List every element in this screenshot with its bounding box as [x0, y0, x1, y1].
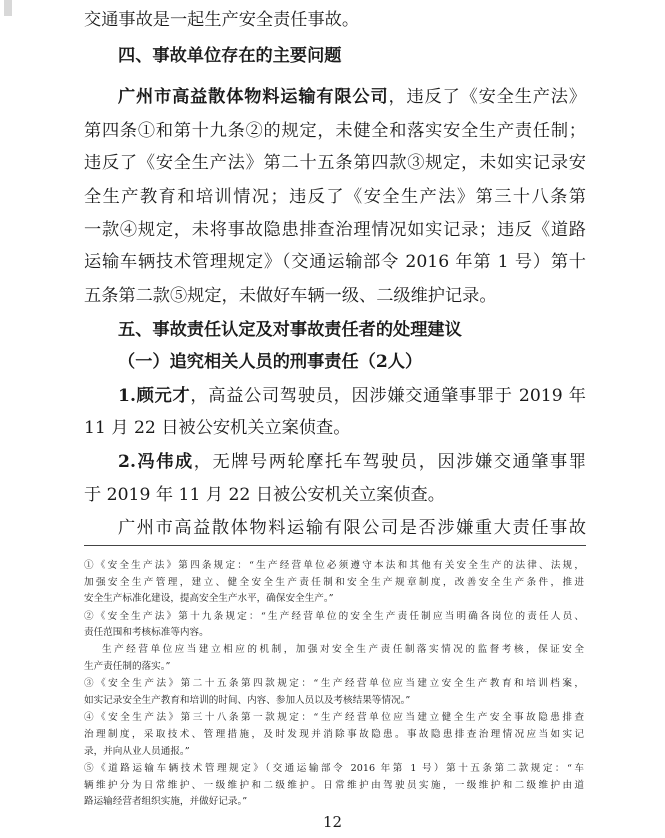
- last-paragraph-line: 广州市高益散体物料运输有限公司是否涉嫌重大责任事故: [118, 518, 586, 538]
- p1-line1-rest: ，违反了《安全生产法》: [388, 87, 586, 107]
- person-2-line-1: [118, 450, 586, 474]
- footnote-3-line-2: 如实记录安全生产教育和培训的时间、内容、参加人员以及考核结果等情况。”: [84, 695, 411, 706]
- paragraph-1-line-1: [118, 85, 586, 109]
- paragraph-1-line-6: 运输车辆技术管理规定》（交通运输部令 2016 年第 1 号）第十: [84, 252, 586, 272]
- paragraph-1-line-2: 第四条①和第十九条②的规定，未健全和落实安全生产责任制；: [84, 121, 586, 141]
- footnote-1-line-3: 安全生产标准化建设，提高安全生产水平，确保安全生产。”: [84, 593, 334, 604]
- paragraph-1-line-7: 五条第二款⑤规定，未做好车辆一级、二级维护记录。: [84, 286, 497, 306]
- section-4-heading: 四、事故单位存在的主要问题: [118, 46, 342, 66]
- page-number: 12: [322, 813, 343, 831]
- footnote-4-line-2: 治理制度，采取技术、管理措施，及时发现并消除事故隐患。事故隐患排查治理情况应当如实记: [84, 729, 584, 740]
- person-2-desc: ，无牌号两轮摩托车驾驶员，因涉嫌交通肇事罪: [193, 452, 586, 472]
- section-5-heading: 五、事故责任认定及对事故责任者的处理建议: [118, 320, 462, 340]
- person-1-line-1: [118, 384, 586, 408]
- continuation-line: 交通事故是一起生产安全责任事故。: [84, 10, 360, 30]
- footnote-3-line-1: ③《安全生产法》第二十五条第四款规定：“生产经营单位应当建立安全生产教育和培训档案，: [84, 678, 584, 689]
- company-name: 广州市高益散体物料运输有限公司: [118, 87, 389, 107]
- person-1-line-2: 11 月 22 日被公安机关立案侦查。: [84, 418, 351, 438]
- footnote-2-line-2: 责任范围和考核标准等内容。: [84, 627, 209, 638]
- paragraph-1-line-5: 一款④规定，未将事故隐患排查治理情况如实记录；违反《道路: [84, 220, 586, 240]
- footnote-2-line-4: 生产责任制的落实。”: [84, 661, 171, 672]
- footnote-5-line-1: ⑤《道路运输车辆技术管理规定》（交通运输部令 2016 年第 1 号）第十五条第二款规定：“车: [84, 763, 584, 774]
- footnote-5-line-2: 辆维护分为日常维护、一级维护和二级维护。日常维护由驾驶员实施，一级维护和二级维护由道: [84, 780, 584, 791]
- footnote-1-line-2: 加强安全生产管理，建立、健全安全生产责任制和安全生产规章制度，改善安全生产条件，推进: [84, 577, 584, 588]
- footnote-4-line-3: 录，并向从业人员通报。”: [84, 746, 190, 757]
- person-2-name: 2.冯伟成: [118, 452, 194, 472]
- footnote-2-line-3: 生产经营单位应当建立相应的机制，加强对安全生产责任制落实情况的监督考核，保证安全: [102, 644, 584, 655]
- subsection-1-heading: （一）追究相关人员的刑事责任（2人）: [118, 352, 423, 372]
- footnote-2-line-1: ②《安全生产法》第十九条规定：“生产经营单位的安全生产责任制应当明确各岗位的责任人员、: [84, 611, 584, 622]
- footnote-divider: [84, 545, 586, 546]
- person-2-line-2: 于 2019 年 11 月 22 日被公安机关立案侦查。: [84, 485, 445, 505]
- paragraph-1-line-4: 全生产教育和培训情况；违反了《安全生产法》第三十八条第: [84, 187, 586, 207]
- scan-edge-mark: [4, 0, 12, 16]
- footnote-5-line-3: 路运输经营者组织实施，并做好记录。”: [84, 796, 248, 807]
- footnote-4-line-1: ④《安全生产法》第三十八条第一款规定：“生产经营单位应当建立健全生产安全事故隐患排查: [84, 712, 584, 723]
- person-1-desc: ，高益公司驾驶员，因涉嫌交通肇事罪于 2019 年: [190, 386, 586, 406]
- person-1-name: 1.顾元才: [118, 386, 191, 406]
- footnote-1-line-1: ①《安全生产法》第四条规定：“生产经营单位必须遵守本法和其他有关安全生产的法律、法规，: [84, 560, 584, 571]
- paragraph-1-line-3: 违反了《安全生产法》第二十五条第四款③规定，未如实记录安: [84, 153, 586, 173]
